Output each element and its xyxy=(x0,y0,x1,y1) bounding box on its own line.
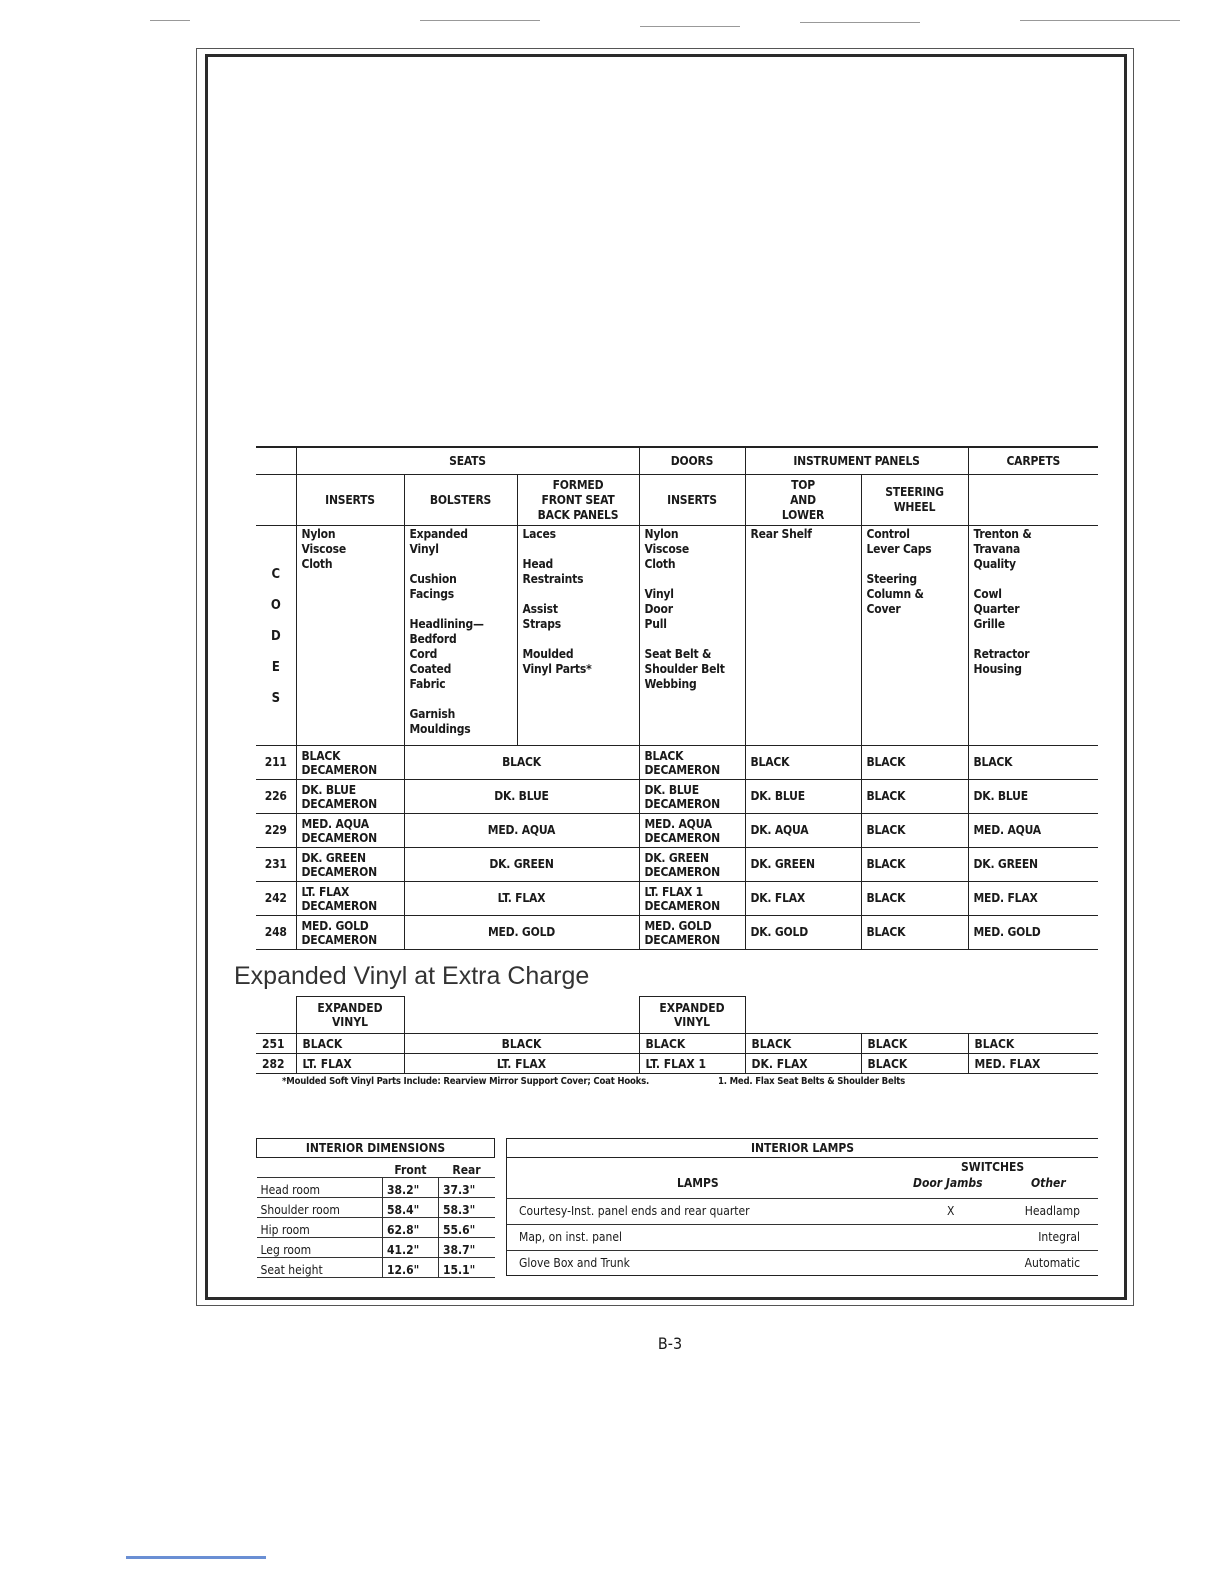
component-line: Travana xyxy=(973,542,1021,556)
component-line: Webbing xyxy=(644,677,697,691)
footnote-flax-belts: 1. Med. Flax Seat Belts & Shoulder Belts xyxy=(718,1076,906,1087)
subhead-top-lower xyxy=(745,475,861,526)
door-insert-color xyxy=(639,848,745,882)
trim-code: 242 xyxy=(256,882,296,916)
component-list-carpets xyxy=(968,526,1098,746)
corner-cell xyxy=(256,475,296,526)
door-jambs-label: Door Jambs xyxy=(913,1176,983,1190)
door-insert-color xyxy=(639,814,745,848)
color-line: DECAMERON xyxy=(644,932,720,947)
carpet-color: MED. GOLD xyxy=(968,916,1098,950)
component-line: Trenton & xyxy=(973,527,1032,541)
scan-mark xyxy=(150,20,190,21)
dimension-label: Shoulder room xyxy=(257,1198,383,1218)
extra-door-color: LT. FLAX 1 xyxy=(639,1054,745,1074)
instrument-panel-color: DK. FLAX xyxy=(745,882,861,916)
lamp-name: Courtesy-Inst. panel ends and rear quarter xyxy=(519,1204,750,1218)
front-label: Front xyxy=(383,1158,439,1178)
component-line: Vinyl xyxy=(644,587,674,601)
dimension-front: 62.8" xyxy=(383,1218,439,1238)
lamp-row xyxy=(507,1198,1098,1225)
trim-row xyxy=(256,814,1098,848)
component-line xyxy=(523,632,634,647)
component-line: Restraints xyxy=(522,572,584,586)
extra-seat-header xyxy=(296,997,404,1034)
component-line: Rear Shelf xyxy=(750,527,812,541)
lamp-door-jamb: X xyxy=(947,1204,955,1218)
seat-color: MED. GOLD xyxy=(404,916,639,950)
extra-code: 282 xyxy=(256,1054,296,1074)
component-line: Fabric xyxy=(409,677,446,691)
switches-label: SWITCHES xyxy=(961,1160,1025,1174)
blank-cell xyxy=(861,997,968,1034)
component-line: Seat Belt & xyxy=(644,647,712,661)
component-list-formed xyxy=(517,526,639,746)
seat-color: LT. FLAX xyxy=(404,882,639,916)
rear-label: Rear xyxy=(439,1158,495,1178)
component-line: Control xyxy=(866,527,910,541)
blank-cell xyxy=(968,997,1098,1034)
component-line: Quarter xyxy=(973,602,1020,616)
component-line: Housing xyxy=(973,662,1022,676)
extra-wheel-color: BLACK xyxy=(861,1054,968,1074)
extra-seat-color: BLACK xyxy=(404,1034,639,1054)
component-line: Cloth xyxy=(301,557,333,571)
steering-wheel-color: BLACK xyxy=(861,780,968,814)
codes-letter: C xyxy=(271,566,280,582)
steering-wheel-color: BLACK xyxy=(861,746,968,780)
component-line: Nylon xyxy=(301,527,336,541)
codes-letter: D xyxy=(270,628,281,644)
subhead-formed-line: FORMED xyxy=(552,477,604,492)
seat-insert-color xyxy=(296,746,404,780)
corner-cell xyxy=(256,997,296,1034)
extra-row xyxy=(256,1054,1098,1074)
other-label: Other xyxy=(1031,1176,1066,1190)
extra-charge-table xyxy=(256,996,1098,1074)
color-line: MED. AQUA xyxy=(301,816,369,831)
steering-wheel-color: BLACK xyxy=(861,848,968,882)
trim-rows xyxy=(256,746,1098,950)
component-line xyxy=(645,572,740,587)
header-line: VINYL xyxy=(673,1015,711,1029)
component-line: Cloth xyxy=(644,557,676,571)
seat-insert-color xyxy=(296,882,404,916)
component-line xyxy=(974,572,1094,587)
scan-mark xyxy=(800,22,920,23)
scan-mark xyxy=(640,26,740,27)
door-insert-color xyxy=(639,746,745,780)
color-line: DECAMERON xyxy=(644,898,720,913)
dimensions-rows xyxy=(257,1178,495,1278)
component-line: Steering xyxy=(866,572,917,586)
component-line: Head xyxy=(522,557,554,571)
blank-cell xyxy=(404,997,639,1034)
component-line xyxy=(867,557,963,572)
dimension-row xyxy=(257,1218,495,1238)
component-line xyxy=(410,557,512,572)
instrument-panel-color: DK. GREEN xyxy=(745,848,861,882)
component-line: Viscose xyxy=(644,542,689,556)
carpet-color: BLACK xyxy=(968,746,1098,780)
lamp-name: Glove Box and Trunk xyxy=(519,1256,630,1270)
extra-panel-color: BLACK xyxy=(745,1034,861,1054)
page-number: B-3 xyxy=(657,1334,683,1353)
lamp-other-switch: Integral xyxy=(1038,1230,1080,1244)
trim-row xyxy=(256,882,1098,916)
header-line: EXPANDED xyxy=(659,1001,725,1015)
scan-edge-mark xyxy=(126,1556,266,1559)
dimension-front: 38.2" xyxy=(383,1178,439,1198)
subhead-line: LOWER xyxy=(781,507,825,522)
blank-cell xyxy=(745,997,861,1034)
subhead-line: STEERING xyxy=(885,485,944,499)
color-line: DECAMERON xyxy=(644,864,720,879)
component-line xyxy=(523,542,634,557)
dimension-rear: 38.7" xyxy=(439,1238,495,1258)
interior-dimensions-table xyxy=(256,1138,495,1278)
trim-row xyxy=(256,746,1098,780)
component-line xyxy=(645,632,740,647)
component-line: Nylon xyxy=(644,527,679,541)
header-line: VINYL xyxy=(331,1015,369,1029)
component-line: Shoulder Belt xyxy=(644,662,725,676)
extra-charge-heading: Expanded Vinyl at Extra Charge xyxy=(234,962,590,990)
color-line: DECAMERON xyxy=(301,864,377,879)
trim-code: 231 xyxy=(256,848,296,882)
dimension-row xyxy=(257,1238,495,1258)
lamps-header-row xyxy=(507,1156,1098,1199)
seat-color: DK. GREEN xyxy=(404,848,639,882)
group-instrument-panels: INSTRUMENT PANELS xyxy=(745,447,968,475)
steering-wheel-color: BLACK xyxy=(861,882,968,916)
extra-panel-color: DK. FLAX xyxy=(745,1054,861,1074)
color-line: DK. GREEN xyxy=(644,850,709,865)
subhead-door-inserts: INSERTS xyxy=(639,475,745,526)
component-line xyxy=(410,602,512,617)
extra-insert-color: LT. FLAX xyxy=(296,1054,404,1074)
component-line: Cover xyxy=(866,602,901,616)
scan-mark xyxy=(1020,20,1180,21)
codes-letter: E xyxy=(271,659,280,675)
subhead-bolsters: BOLSTERS xyxy=(404,475,517,526)
subhead-line: TOP xyxy=(791,477,815,492)
color-line: DECAMERON xyxy=(301,762,377,777)
lamps-title: INTERIOR LAMPS xyxy=(507,1138,1098,1158)
component-line: Column & xyxy=(866,587,924,601)
subhead-inserts: INSERTS xyxy=(296,475,404,526)
extra-carpet-color: MED. FLAX xyxy=(968,1054,1098,1074)
color-line: DK. BLUE xyxy=(644,782,699,797)
extra-wheel-color: BLACK xyxy=(861,1034,968,1054)
color-line: LT. FLAX xyxy=(301,884,350,899)
trim-code: 211 xyxy=(256,746,296,780)
group-seats: SEATS xyxy=(296,447,639,475)
component-line: Cord xyxy=(409,647,438,661)
trim-code: 229 xyxy=(256,814,296,848)
component-line: Garnish xyxy=(409,707,456,721)
door-insert-color xyxy=(639,882,745,916)
component-line: Laces xyxy=(522,527,556,541)
component-line: Door xyxy=(644,602,673,616)
subhead-steering-wheel xyxy=(861,475,968,526)
color-line: DECAMERON xyxy=(644,762,720,777)
dimension-label: Hip room xyxy=(257,1218,383,1238)
component-line: Coated xyxy=(409,662,452,676)
component-list-door-inserts xyxy=(639,526,745,746)
dimension-front: 12.6" xyxy=(383,1258,439,1278)
trim-row xyxy=(256,780,1098,814)
component-line: Pull xyxy=(644,617,667,631)
component-line: Facings xyxy=(409,587,454,601)
group-doors: DOORS xyxy=(639,447,745,475)
component-line: Bedford xyxy=(409,632,457,646)
component-list-steering-wheel xyxy=(861,526,968,746)
seat-color: BLACK xyxy=(404,746,639,780)
instrument-panel-color: DK. GOLD xyxy=(745,916,861,950)
seat-insert-color xyxy=(296,780,404,814)
component-line: Assist xyxy=(522,602,558,616)
seat-insert-color xyxy=(296,848,404,882)
carpet-color: DK. BLUE xyxy=(968,780,1098,814)
component-line xyxy=(410,692,512,707)
color-line: MED. GOLD xyxy=(301,918,369,933)
lamp-name: Map, on inst. panel xyxy=(519,1230,623,1244)
color-line: DECAMERON xyxy=(644,830,720,845)
component-line: Grille xyxy=(973,617,1005,631)
lamps-label: LAMPS xyxy=(677,1176,719,1190)
seat-insert-color xyxy=(296,916,404,950)
subhead-line: AND xyxy=(790,492,816,507)
door-insert-color xyxy=(639,780,745,814)
dimension-front: 41.2" xyxy=(383,1238,439,1258)
trim-code: 226 xyxy=(256,780,296,814)
dimension-rear: 58.3" xyxy=(439,1198,495,1218)
carpet-color: MED. FLAX xyxy=(968,882,1098,916)
seat-color: DK. BLUE xyxy=(404,780,639,814)
dimension-rear: 37.3" xyxy=(439,1178,495,1198)
lamp-row xyxy=(507,1224,1098,1251)
component-list-top-lower xyxy=(745,526,861,746)
component-list-bolsters xyxy=(404,526,517,746)
component-line: Vinyl Parts* xyxy=(522,662,592,676)
dimension-front: 58.4" xyxy=(383,1198,439,1218)
component-line: Viscose xyxy=(301,542,346,556)
color-line: DK. BLUE xyxy=(301,782,356,797)
color-line: BLACK xyxy=(301,748,341,763)
header-line: EXPANDED xyxy=(317,1001,383,1015)
color-line: BLACK xyxy=(644,748,684,763)
subhead-carpets-empty xyxy=(968,475,1098,526)
interior-lamps-table xyxy=(506,1138,1098,1276)
extra-row xyxy=(256,1034,1098,1054)
steering-wheel-color: BLACK xyxy=(861,916,968,950)
extra-insert-color: BLACK xyxy=(296,1034,404,1054)
lamp-other-switch: Headlamp xyxy=(1024,1204,1080,1218)
extra-door-color: BLACK xyxy=(639,1034,745,1054)
group-carpets: CARPETS xyxy=(968,447,1098,475)
component-line: Cowl xyxy=(973,587,1002,601)
dimension-rear: 55.6" xyxy=(439,1218,495,1238)
scan-mark xyxy=(420,20,540,21)
component-line: Straps xyxy=(522,617,562,631)
component-list-seat-inserts xyxy=(296,526,404,746)
extra-seat-color: LT. FLAX xyxy=(404,1054,639,1074)
component-line: Vinyl xyxy=(409,542,439,556)
component-line xyxy=(974,632,1094,647)
component-line: Retractor xyxy=(973,647,1030,661)
footnote-moulded-parts: *Moulded Soft Vinyl Parts Include: Rearview Mirror Support Cover; Coat Hooks. xyxy=(282,1076,650,1087)
instrument-panel-color: BLACK xyxy=(745,746,861,780)
subhead-formed-line: BACK PANELS xyxy=(537,507,619,522)
color-line: MED. GOLD xyxy=(644,918,712,933)
carpet-color: DK. GREEN xyxy=(968,848,1098,882)
extra-code: 251 xyxy=(256,1034,296,1054)
dimensions-title: INTERIOR DIMENSIONS xyxy=(257,1139,495,1158)
subhead-line: WHEEL xyxy=(893,500,936,514)
codes-label xyxy=(256,526,296,746)
subhead-formed xyxy=(517,475,639,526)
component-line: Expanded xyxy=(409,527,468,541)
instrument-panel-color: DK. BLUE xyxy=(745,780,861,814)
dimension-label: Seat height xyxy=(257,1258,383,1278)
color-line: DECAMERON xyxy=(301,898,377,913)
dimension-row xyxy=(257,1178,495,1198)
dimension-row xyxy=(257,1258,495,1278)
color-line: DECAMERON xyxy=(301,830,377,845)
color-line: MED. AQUA xyxy=(644,816,712,831)
component-line: Moulded xyxy=(522,647,574,661)
color-line: DK. GREEN xyxy=(301,850,366,865)
extra-door-header xyxy=(639,997,745,1034)
blank-cell xyxy=(257,1158,383,1178)
lamp-row xyxy=(507,1250,1098,1276)
dimension-label: Leg room xyxy=(257,1238,383,1258)
dimension-row xyxy=(257,1198,495,1218)
codes-letter: O xyxy=(270,597,281,613)
instrument-panel-color: DK. AQUA xyxy=(745,814,861,848)
component-line xyxy=(523,587,634,602)
seat-insert-color xyxy=(296,814,404,848)
trim-code: 248 xyxy=(256,916,296,950)
extra-rows xyxy=(256,1034,1098,1074)
color-line: LT. FLAX 1 xyxy=(644,884,703,899)
seat-color: MED. AQUA xyxy=(404,814,639,848)
codes-letter: S xyxy=(271,690,280,706)
color-line: DECAMERON xyxy=(301,796,377,811)
color-line: DECAMERON xyxy=(301,932,377,947)
door-insert-color xyxy=(639,916,745,950)
component-line: Cushion xyxy=(409,572,457,586)
subhead-formed-line: FRONT SEAT xyxy=(541,492,615,507)
trim-row xyxy=(256,916,1098,950)
extra-carpet-color: BLACK xyxy=(968,1034,1098,1054)
color-line: DECAMERON xyxy=(644,796,720,811)
steering-wheel-color: BLACK xyxy=(861,814,968,848)
component-line: Mouldings xyxy=(409,722,471,736)
corner-cell xyxy=(256,447,296,475)
dimension-label: Head room xyxy=(257,1178,383,1198)
component-line: Headlining— xyxy=(409,617,484,631)
trim-row xyxy=(256,848,1098,882)
lamp-other-switch: Automatic xyxy=(1024,1256,1080,1270)
trim-table xyxy=(256,446,1098,950)
dimension-rear: 15.1" xyxy=(439,1258,495,1278)
component-line: Lever Caps xyxy=(866,542,932,556)
component-line: Quality xyxy=(973,557,1016,571)
carpet-color: MED. AQUA xyxy=(968,814,1098,848)
